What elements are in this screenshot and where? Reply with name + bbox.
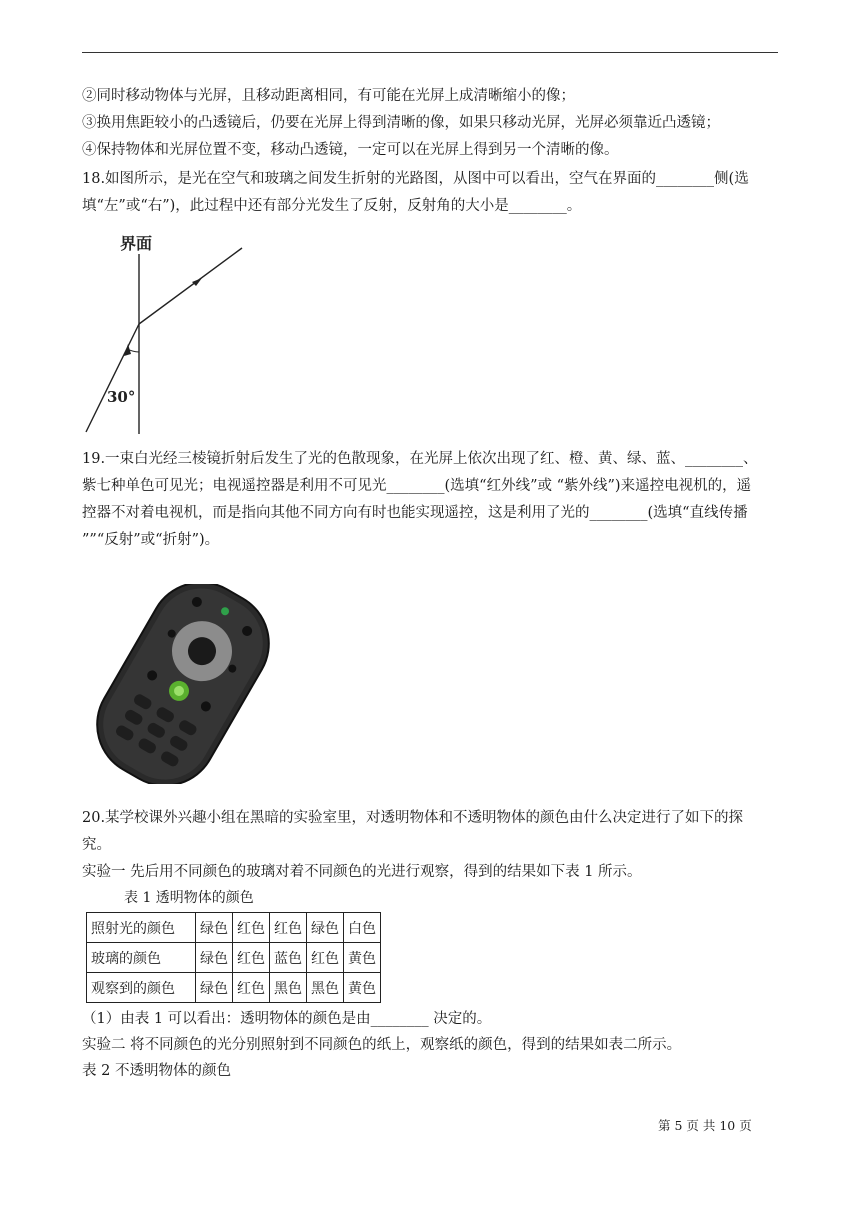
table-cell: 黄色 (344, 973, 381, 1003)
table-cell: 红色 (233, 913, 270, 943)
question-19-line2: 紫七种单色可见光；电视遥控器是利用不可见光________(选填“红外线”或 “紫外线”)来遥控电视机的，遥 (82, 478, 752, 494)
table-cell: 蓝色 (270, 943, 307, 973)
table-row (87, 913, 381, 943)
remote-control-image (82, 584, 284, 784)
table-cell: 绿色 (307, 913, 344, 943)
table-cell: 黄色 (344, 943, 381, 973)
table-cell: 红色 (270, 913, 307, 943)
table-cell: 照射光的颜色 (87, 913, 196, 943)
table-1 (86, 912, 381, 1003)
experiment-1-text: 实验一 先后用不同颜色的玻璃对着不同颜色的光进行观察，得到的结果如下表 1 所示。 (82, 864, 642, 880)
table-row (87, 943, 381, 973)
table-cell: 黑色 (270, 973, 307, 1003)
refracted-ray (139, 248, 242, 324)
table-cell: 红色 (307, 943, 344, 973)
question-19-line1: 19.一束白光经三棱镜折射后发生了光的色散现象，在光屏上依次出现了红、橙、黄、绿、蓝、________、 (82, 451, 758, 467)
angle-label: 30° (107, 388, 136, 406)
option-4: ④保持物体和光屏位置不变，移动凸透镜，一定可以在光屏上得到另一个清晰的像。 (82, 142, 619, 158)
interface-label: 界面 (120, 234, 153, 253)
table-cell: 绿色 (196, 943, 233, 973)
table-cell: 红色 (233, 973, 270, 1003)
table-cell: 白色 (344, 913, 381, 943)
question-19-line4: ””“反射”或“折射”)。 (82, 532, 220, 548)
table-cell: 绿色 (196, 973, 233, 1003)
question-20-line1: 20.某学校课外兴趣小组在黑暗的实验室里，对透明物体和不透明物体的颜色由什么决定进行了如下的探 (82, 810, 744, 826)
table-cell: 黑色 (307, 973, 344, 1003)
question-20-1: （1）由表 1 可以看出：透明物体的颜色是由________ 决定的。 (82, 1011, 492, 1027)
question-20-line2: 究。 (82, 837, 111, 853)
option-2: ②同时移动物体与光屏，且移动距离相同，有可能在光屏上成清晰缩小的像； (82, 88, 575, 104)
table-2-caption: 表 2 不透明物体的颜色 (82, 1063, 231, 1079)
incident-ray (86, 324, 139, 432)
question-18-line2: 填“左”或“右”)，此过程中还有部分光发生了反射，反射角的大小是________。 (82, 198, 582, 214)
header-rule (82, 52, 778, 53)
refraction-diagram (84, 232, 254, 437)
page-number-footer: 第 5 页 共 10 页 (658, 1118, 752, 1133)
experiment-2-text: 实验二 将不同颜色的光分别照射到不同颜色的纸上，观察纸的颜色，得到的结果如表二所示。 (82, 1037, 682, 1053)
table-cell: 绿色 (196, 913, 233, 943)
table-cell: 红色 (233, 943, 270, 973)
option-3: ③换用焦距较小的凸透镜后，仍要在光屏上得到清晰的像，如果只移动光屏，光屏必须靠近凸透镜； (82, 115, 720, 131)
question-18-line1: 18.如图所示，是光在空气和玻璃之间发生折射的光路图，从图中可以看出，空气在界面的________侧(选 (82, 171, 749, 187)
table-cell: 玻璃的颜色 (87, 943, 196, 973)
table-row (87, 973, 381, 1003)
question-19-line3: 控器不对着电视机，而是指向其他不同方向有时也能实现遥控，这是利用了光的________(选填“直线传播 (82, 505, 748, 521)
refracted-arrow-icon (192, 278, 202, 286)
table-cell: 观察到的颜色 (87, 973, 196, 1003)
table-1-caption: 表 1 透明物体的颜色 (124, 890, 254, 906)
